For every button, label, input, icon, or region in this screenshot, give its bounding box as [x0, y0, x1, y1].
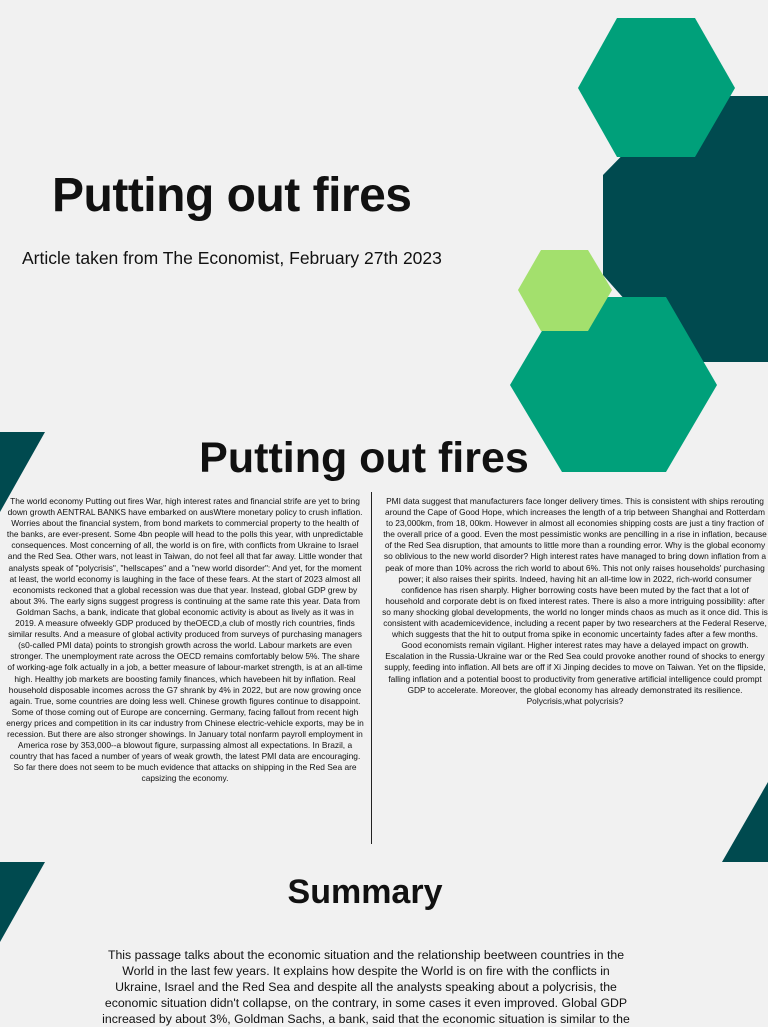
summary-title: Summary — [287, 873, 443, 911]
summary-body: This passage talks about the economic situation and the relationship beetween countries in the World in the last few years. It explains how despite the World is on fire with the conflicts in Ukraine, Israel and the Red Sea and despite all the analysts speaking about a polycrisis, the economic situation didn't collapse, on the contrary, in some cases it even improved. Global GDP increased by about 3%, Goldman Sachs, a bank, said that the economic situation is similar to the — [102, 948, 630, 1026]
teal-triangle-right — [722, 782, 768, 862]
column-divider — [371, 492, 372, 844]
page-title: Putting out fires — [52, 169, 412, 222]
article-left-column: The world economy Putting out fires War, high interest rates and financial strife are yet to bring down growth AENTRAL BANKS have embarked on ausWtere monetary policy to crush inflation. Worries about the financial system, from bond markets to commercial property to the health of the banks, are ever-present. Some 4bn people will head to the polls this year, with unpredictable consequences. Most concerning of all, the world is on fire, with conflicts from Ukraine to Israel and the Red Sea. Other wars, not least in Taiwan, do not feel all that far away. Little wonder that analysts speak of "polycrisis", "hellscapes" and a "new world disorder": And yet, for the moment at least, the world economy is laughing in the face of these fears. At the start of 2023 almost all economists reckoned that a global recession was due that year. Instead, global GDP grew by about 3%. The early signs suggest progress is continuing at the same rate this year. Data from Goldman Sachs, a bank, indicate that global economic activity is about as lively as it was in 2019. A measure ofweekly GDP produced by theOECD,a club of mostly rich countries, finds similar results. And a measure of global activity produced from surveys of purchasing managers (s0-called PMI data) points to strongish growth across the world. Labour markets are even stronger. The unemployment rate across the OECD remains comfortably below 5%. The share of working-age folk actually in a job, a better measure of labour-market strength, is at an all-time high. Healthy job markets are boosting family finances, which havebeen hit by inflation. Real household disposable incomes across the G7 shrank by 4% in 2022, but are now growing once again. True, some countries are doing less well. Chinese growth figures continue to disappoint. Some of those coming out of Europe are concerning. Germany, facing fallout from recent high energy prices and competition in its car industry from Chinese electric-vehicle exports, may be in recession. But there are also stronger showings. In January total nonfarm payroll employment in America rose by 353,000--a blowout figure, surpassing almost all expectations. In Brazil, a country that has faced a number of years of weak growth, the latest PMI data are encouraging. So far there does not seem to be much evidence that attacks on shipping in the Red Sea are capsizing the economy. — [6, 496, 364, 784]
article-title: Putting out fires — [199, 434, 529, 482]
page-subtitle: Article taken from The Economist, February 27th 2023 — [22, 248, 442, 268]
article-right-column: PMI data suggest that manufacturers face longer delivery times. This is consistent with ships rerouting around the Cape of Good Hope, which increases the length of a trip between Shanghai and Rotterdam to 23,000km, from 18, 00km. However in almost all economies shipping costs are just a tiny fraction of the overall price of a good. Even the most pessimistic wonks are pencilling in a rise in inflation, because of the Red Sea disruption, that amounts to little more than a rounding error. Why is the global economy so oblivious to the new world disorder? High interest rates have managed to bring down inflation from a peak of more than 10% across the rich world to about 6%. This not only raises households' purchasing power; it also raises their spirits. Indeed, having hit an all-time low in 2022, rich-world consumer confidence has risen sharply. Higher borrowing costs have been muted by the fact that a lot of household and corporate debt is on fixed interest rates. There is also a more intriguing possibility: after so many shocking global developments, the world no longer minds chaos as much as it once did. This is consistent with academicevidence, including a recent paper by two researchers at the Federal Reserve, which suggests that the hit to output froma spike in economic uncertainty fades after a few months. Good economists remain vigilant. Higher interest rates may have a delayed impact on growth. Escalation in the Russia-Ukraine war or the Red Sea could provoke another round of shocks to energy supply, feeding into inflation. All bets are off if Xi Jinping decides to move on Taiwan. Yet on the flipside, falling inflation and a potential boost to productivity from generative artificial intelligence could prompt GDP to accelerate. Moreover, the global economy has already demonstrated its resilience. Polycrisis,what polycrisis? — [382, 496, 768, 706]
